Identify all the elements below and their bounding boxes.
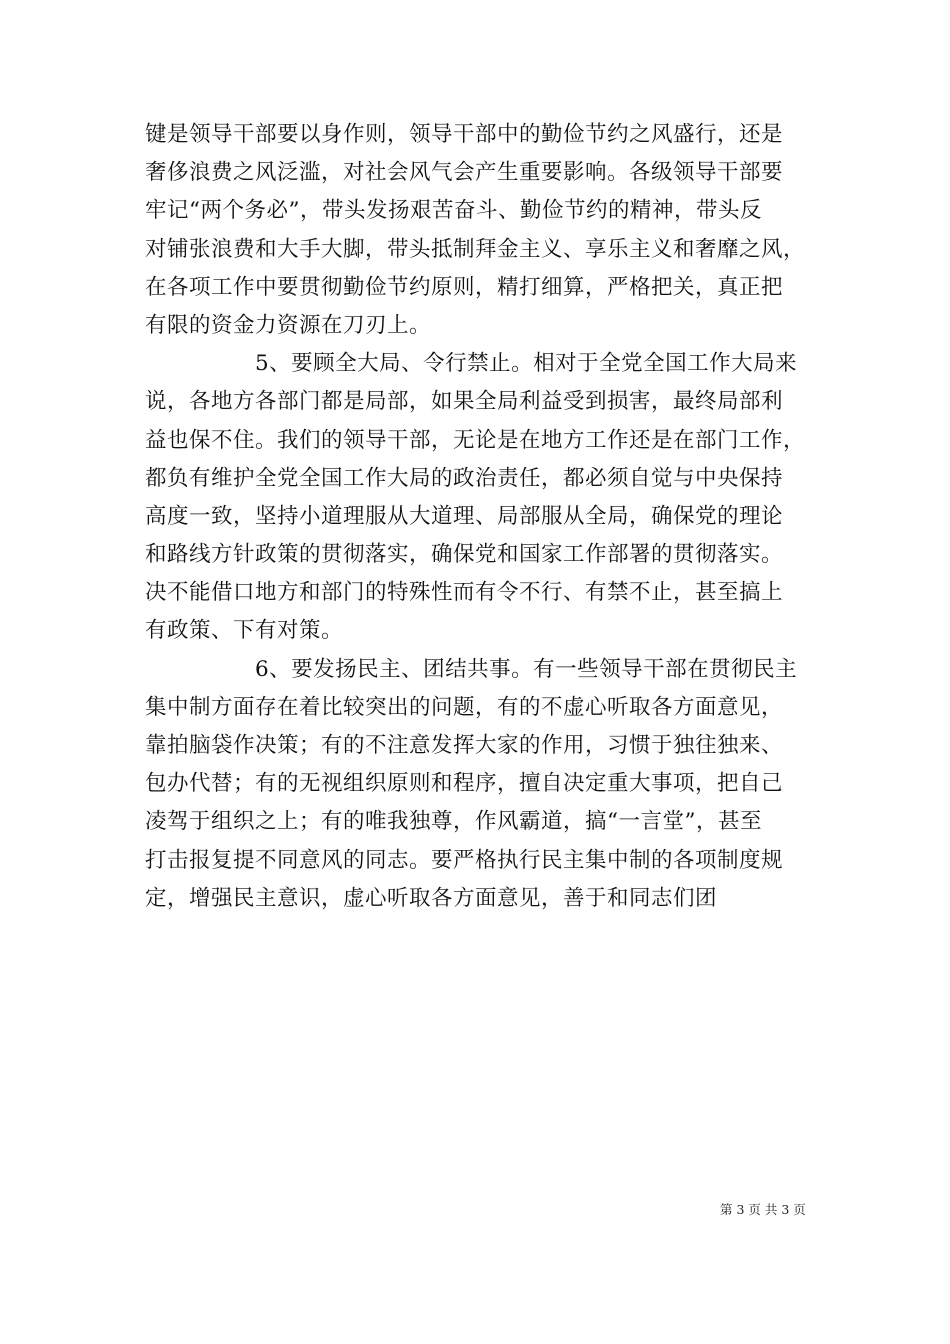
text-line: 集中制方面存在着比较突出的问题，有的不虚心听取各方面意见， <box>145 694 784 720</box>
text-line: 说，各地方各部门都是局部，如果全局利益受到损害，最终局部利 <box>145 389 784 415</box>
text-line: 凌驾于组织之上；有的唯我独尊，作风霸道，搞“一言堂”，甚至 <box>145 809 762 835</box>
text-line: 都负有维护全党全国工作大局的政治责任，都必须自觉与中央保持 <box>145 465 784 491</box>
text-line: 有政策、下有对策。 <box>145 618 344 644</box>
text-line: 决不能借口地方和部门的特殊性而有令不行、有禁不止，甚至搞上 <box>145 580 784 606</box>
text-line: 靠拍脑袋作决策；有的不注意发挥大家的作用，习惯于独往独来、 <box>145 733 784 758</box>
text-line: 牢记“两个务必”，带头发扬艰苦奋斗、勤俭节约的精神，带头反 <box>145 198 762 224</box>
text-line: 6、要发扬民主、团结共事。有一些领导干部在贯彻民主 <box>145 656 798 682</box>
text-line: 高度一致，坚持小道理服从大道理、局部服从全局，确保党的理论 <box>145 503 784 529</box>
text-line: 包办代替；有的无视组织原则和程序，擅自决定重大事项，把自己 <box>145 771 784 797</box>
page-number-footer: 第 3 页 共 3 页 <box>720 1202 806 1217</box>
text-line: 有限的资金力资源在刀刃上。 <box>145 312 432 338</box>
text-line: 奢侈浪费之风泛滥，对社会风气会产生重要影响。各级领导干部要 <box>145 160 784 186</box>
text-line: 对铺张浪费和大手大脚，带头抵制拜金主义、享乐主义和奢靡之风， <box>145 236 806 262</box>
text-line: 益也保不住。我们的领导干部，无论是在地方工作还是在部门工作， <box>145 427 806 453</box>
text-line: 键是领导干部要以身作则，领导干部中的勤俭节约之风盛行，还是 <box>145 122 784 147</box>
text-line: 打击报复提不同意风的同志。要严格执行民主集中制的各项制度规 <box>145 847 784 873</box>
text-line: 定，增强民主意识，虚心听取各方面意见，善于和同志们团 <box>145 885 718 911</box>
text-line: 和路线方针政策的贯彻落实，确保党和国家工作部署的贯彻落实。 <box>145 542 784 568</box>
body-text <box>145 116 825 918</box>
text-line: 5、要顾全大局、令行禁止。相对于全党全国工作大局来 <box>145 351 798 377</box>
text-line: 在各项工作中要贯彻勤俭节约原则，精打细算，严格把关，真正把 <box>145 274 784 300</box>
